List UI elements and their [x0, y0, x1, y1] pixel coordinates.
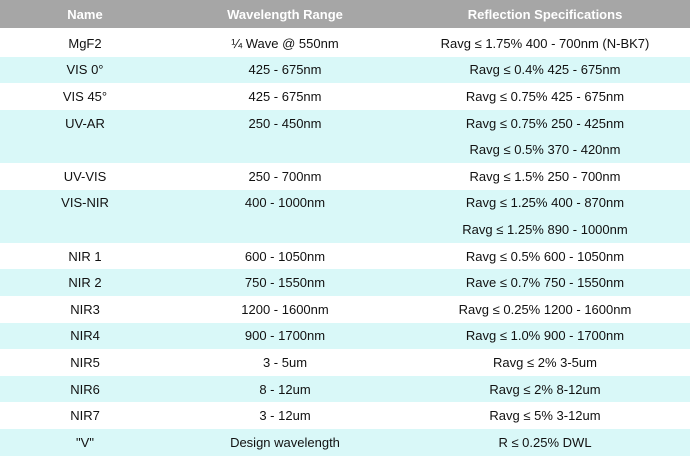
cell-spec: Ravg ≤ 2% 3-5um — [493, 354, 597, 370]
table-row — [0, 136, 690, 163]
cell-range: 750 - 1550nm — [244, 275, 326, 291]
cell-spec: Ravg ≤ 0.4% 425 - 675nm — [469, 62, 621, 78]
cell-range: 250 - 450nm — [248, 115, 322, 131]
table-row — [0, 30, 690, 57]
cell-name: NIR4 — [70, 328, 100, 344]
cell-name: NIR3 — [70, 301, 100, 317]
cell-range: 3 - 12um — [259, 408, 311, 424]
table-row — [0, 110, 690, 137]
cell-spec: Ravg ≤ 2% 8-12um — [489, 381, 601, 397]
cell-spec: R ≤ 0.25% DWL — [498, 434, 592, 450]
cell-name: NIR 2 — [68, 275, 102, 291]
cell-range: 600 - 1050nm — [244, 248, 326, 264]
cell-name: VIS 0° — [66, 62, 104, 78]
table-row — [0, 243, 690, 270]
table-header — [0, 0, 690, 28]
cell-spec: Ravg ≤ 0.25% 1200 - 1600nm — [458, 301, 632, 317]
table-row — [0, 429, 690, 456]
table-row — [0, 349, 690, 376]
cell-spec: Rave ≤ 0.7% 750 - 1550nm — [465, 275, 625, 291]
cell-spec: Ravg ≤ 1.25% 400 - 870nm — [465, 195, 625, 211]
table-row — [0, 163, 690, 190]
table-row — [0, 269, 690, 296]
table-row — [0, 83, 690, 110]
header-reflection-specs: Reflection Specifications — [467, 6, 623, 22]
cell-name: VIS-NIR — [61, 195, 109, 211]
table-row — [0, 323, 690, 350]
cell-name: NIR 1 — [68, 248, 102, 264]
cell-name: NIR6 — [70, 381, 100, 397]
cell-name: UV-AR — [65, 115, 105, 131]
cell-spec: Ravg ≤ 0.75% 425 - 675nm — [465, 88, 625, 104]
cell-range: 425 - 675nm — [248, 88, 322, 104]
cell-name: VIS 45° — [62, 88, 108, 104]
cell-spec: Ravg ≤ 5% 3-12um — [489, 408, 601, 424]
cell-range: ¼ Wave @ 550nm — [231, 35, 339, 51]
cell-spec: Ravg ≤ 0.5% 600 - 1050nm — [465, 248, 625, 264]
cell-name: MgF2 — [68, 35, 102, 51]
cell-range: 250 - 700nm — [248, 168, 322, 184]
table-row — [0, 402, 690, 429]
cell-name: NIR7 — [70, 408, 100, 424]
cell-spec: Ravg ≤ 1.0% 900 - 1700nm — [465, 328, 625, 344]
cell-range: Design wavelength — [230, 434, 340, 450]
cell-range: 425 - 675nm — [248, 62, 322, 78]
table-row — [0, 57, 690, 84]
cell-name: NIR5 — [70, 354, 100, 370]
table-row — [0, 216, 690, 243]
table-row — [0, 296, 690, 323]
cell-range: 3 - 5um — [262, 354, 308, 370]
cell-name: "V" — [76, 434, 94, 450]
cell-name: UV-VIS — [63, 168, 107, 184]
header-wavelength-range: Wavelength Range — [227, 6, 343, 22]
table-row — [0, 190, 690, 217]
cell-spec: Ravg ≤ 0.75% 250 - 425nm — [465, 115, 625, 131]
cell-spec: Ravg ≤ 0.5% 370 - 420nm — [469, 142, 621, 158]
cell-range: 8 - 12um — [259, 381, 311, 397]
table-row — [0, 376, 690, 403]
cell-spec: Ravg ≤ 1.75% 400 - 700nm (N-BK7) — [440, 35, 650, 51]
cell-range: 900 - 1700nm — [244, 328, 326, 344]
cell-spec: Ravg ≤ 1.5% 250 - 700nm — [469, 168, 621, 184]
header-name: Name — [67, 6, 103, 22]
cell-range: 400 - 1000nm — [244, 195, 326, 211]
cell-spec: Ravg ≤ 1.25% 890 - 1000nm — [462, 221, 628, 237]
cell-range: 1200 - 1600nm — [241, 301, 329, 317]
